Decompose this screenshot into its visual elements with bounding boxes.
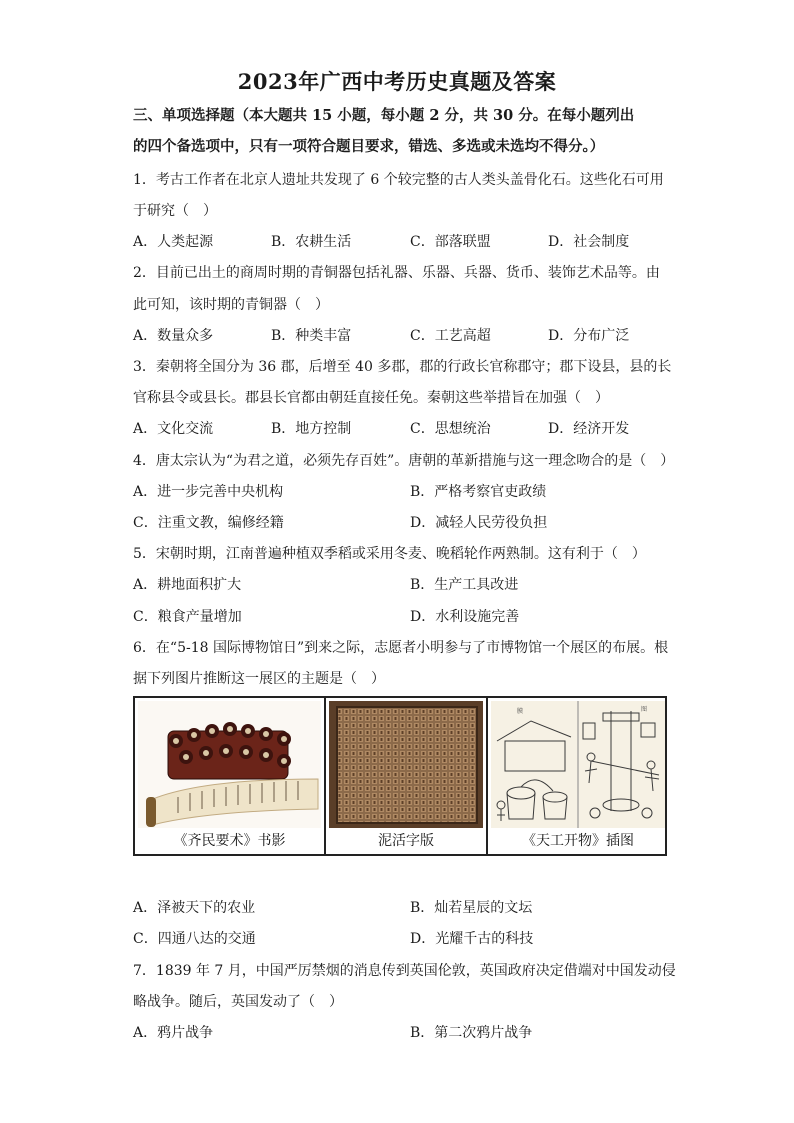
question-6-line-1: 6．在“5-18 国际博物馆日”到来之际，志愿者小明参与了市博物馆一个展区的布展。根 (133, 640, 669, 656)
q7-option-a: A．鸦片战争 (133, 1025, 214, 1041)
q1-option-d: D．社会制度 (548, 234, 630, 250)
question-3-line-1: 3．秦朝将全国分为 36 郡，后增至 40 多郡，郡的行政长官称郡守；郡下设县，县的长 (133, 359, 672, 375)
qimin-yaoshu-panel (135, 698, 324, 854)
question-2-line-2: 此可知，该时期的青铜器（ ） (133, 297, 329, 313)
question-6-line-2: 据下列图片推断这一展区的主题是（ ） (133, 671, 385, 687)
question-2-line-1: 2．目前已出土的商周时期的青铜器包括礼器、乐器、兵器、货币、装饰艺术品等。由 (133, 265, 660, 281)
q3-option-a: A．文化交流 (133, 421, 214, 437)
q6-option-b: B．灿若星辰的文坛 (410, 900, 533, 916)
q6-option-c: C．四通八达的交通 (133, 931, 256, 947)
q1-option-c: C．部落联盟 (410, 234, 491, 250)
tiangong-kaiwu-caption: 《天工开物》插图 (522, 833, 634, 849)
page-title: 2023年广西中考历史真题及答案 (237, 69, 557, 94)
tiangong-kaiwu-panel (486, 698, 668, 854)
q2-option-a: A．数量众多 (133, 328, 214, 344)
q4-option-c: C．注重文教，编修经籍 (133, 515, 284, 531)
q3-option-b: B．地方控制 (271, 421, 352, 437)
q5-option-a: A．耕地面积扩大 (133, 577, 242, 593)
q2-option-c: C．工艺高超 (410, 328, 491, 344)
q7-option-b: B．第二次鸦片战争 (410, 1025, 533, 1041)
tiangong-kaiwu-image (491, 701, 665, 828)
question-1-line-1: 1．考古工作者在北京人遗址共发现了 6 个较完整的古人类头盖骨化石。这些化石可用 (133, 172, 664, 188)
question-7-line-1: 7．1839 年 7 月，中国严厉禁烟的消息传到英国伦敦，英国政府决定借端对中国发动侵 (133, 963, 676, 979)
question-7-line-2: 略战争。随后，英国发动了（ ） (133, 994, 343, 1010)
svg-text:图: 图 (641, 706, 648, 713)
q3-option-d: D．经济开发 (548, 421, 630, 437)
clay-type-panel (324, 698, 486, 854)
q1-option-b: B．农耕生活 (271, 234, 352, 250)
q5-option-b: B．生产工具改进 (410, 577, 519, 593)
question-3-line-2: 官称县令或县长。郡县长官都由朝廷直接任免。秦朝这些举措旨在加强（ ） (133, 390, 609, 406)
svg-text:膜: 膜 (517, 708, 524, 715)
section-header-line-1: 三、单项选择题（本大题共 15 小题，每小题 2 分，共 30 分。在每小题列出 (133, 107, 635, 124)
question-5-line-1: 5．宋朝时期，江南普遍种植双季稻或采用冬麦、晚稻轮作两熟制。这有利于（ ） (133, 546, 646, 562)
question-1-line-2: 于研究（ ） (133, 203, 217, 219)
question-6-image-strip (133, 696, 667, 856)
qimin-yaoshu-caption: 《齐民要术》书影 (173, 833, 286, 849)
q5-option-c: C．粮食产量增加 (133, 609, 242, 625)
question-4-line-1: 4．唐太宗认为“为君之道，必须先存百姓”。唐朝的革新措施与这一理念吻合的是（ ） (133, 453, 675, 469)
q4-option-b: B．严格考察官吏政绩 (410, 484, 547, 500)
q2-option-d: D．分布广泛 (548, 328, 630, 344)
clay-type-image (329, 701, 483, 828)
q5-option-d: D．水利设施完善 (410, 609, 520, 625)
q1-option-a: A．人类起源 (133, 234, 214, 250)
q6-option-a: A．泽被天下的农业 (133, 900, 256, 916)
q3-option-c: C．思想统治 (410, 421, 491, 437)
q4-option-a: A．进一步完善中央机构 (133, 484, 284, 500)
qimin-yaoshu-image (138, 701, 321, 828)
clay-type-caption: 泥活字版 (378, 833, 434, 849)
q2-option-b: B．种类丰富 (271, 328, 352, 344)
q6-option-d: D．光耀千古的科技 (410, 931, 534, 947)
section-header-line-2: 的四个备选项中，只有一项符合题目要求，错选、多选或未选均不得分。） (133, 138, 605, 155)
q4-option-d: D．减轻人民劳役负担 (410, 515, 548, 531)
